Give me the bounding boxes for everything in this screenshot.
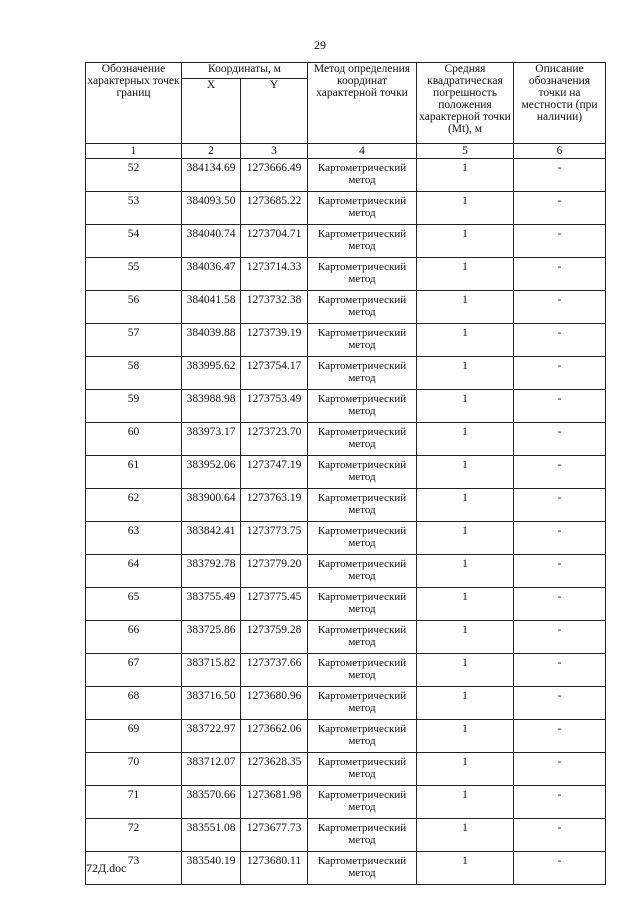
y-coordinate-cell: 1273773.75 [241,522,308,555]
description-cell: - [514,357,606,390]
description-cell: - [514,225,606,258]
x-coordinate-cell: 383988.98 [182,390,241,423]
description-cell: - [514,753,606,786]
table-row [86,489,606,522]
table-row [86,753,606,786]
table-row [86,687,606,720]
y-coordinate-cell: 1273759.28 [241,621,308,654]
error-cell: 1 [417,456,514,489]
y-coordinate-cell: 1273763.19 [241,489,308,522]
point-id-cell: 55 [86,258,182,291]
x-coordinate-cell: 383570.66 [182,786,241,819]
point-id-cell: 64 [86,555,182,588]
x-coordinate-cell: 384036.47 [182,258,241,291]
description-cell: - [514,423,606,456]
table-row [86,423,606,456]
y-coordinate-cell: 1273685.22 [241,192,308,225]
method-cell: Картометрический метод [308,522,417,555]
x-coordinate-cell: 383725.86 [182,621,241,654]
y-coordinate-cell: 1273680.96 [241,687,308,720]
table-row [86,819,606,852]
header-x: X [182,78,241,143]
table-row [86,291,606,324]
x-coordinate-cell: 383900.64 [182,489,241,522]
column-number: 4 [308,144,417,159]
error-cell: 1 [417,357,514,390]
table-row [86,324,606,357]
y-coordinate-cell: 1273779.20 [241,555,308,588]
error-cell: 1 [417,258,514,291]
footer-filename: 72Д.doc [86,861,127,875]
y-coordinate-cell: 1273714.33 [241,258,308,291]
point-id-cell: 66 [86,621,182,654]
table-row [86,225,606,258]
error-cell: 1 [417,621,514,654]
y-coordinate-cell: 1273666.49 [241,159,308,192]
method-cell: Картометрический метод [308,192,417,225]
method-cell: Картометрический метод [308,390,417,423]
coordinates-table [85,62,606,885]
point-id-cell: 52 [86,159,182,192]
x-coordinate-cell: 383973.17 [182,423,241,456]
table-row [86,720,606,753]
header-y: Y [241,78,308,143]
column-number: 3 [241,144,308,159]
table-row [86,258,606,291]
method-cell: Картометрический метод [308,258,417,291]
error-cell: 1 [417,159,514,192]
y-coordinate-cell: 1273754.17 [241,357,308,390]
error-cell: 1 [417,687,514,720]
point-id-cell: 57 [86,324,182,357]
method-cell: Картометрический метод [308,324,417,357]
header-method: Метод определения координат характерной точки [308,63,417,144]
description-cell: - [514,819,606,852]
description-cell: - [514,621,606,654]
y-coordinate-cell: 1273662.06 [241,720,308,753]
x-coordinate-cell: 383842.41 [182,522,241,555]
method-cell: Картометрический метод [308,489,417,522]
point-id-cell: 56 [86,291,182,324]
description-cell: - [514,159,606,192]
x-coordinate-cell: 383722.97 [182,720,241,753]
point-id-cell: 58 [86,357,182,390]
description-cell: - [514,786,606,819]
error-cell: 1 [417,225,514,258]
y-coordinate-cell: 1273723.70 [241,423,308,456]
header-error: Средняя квадратическая погрешность положения характерной точки (Mt), м [417,63,514,144]
method-cell: Картометрический метод [308,225,417,258]
table-row [86,621,606,654]
table-row [86,357,606,390]
x-coordinate-cell: 384040.74 [182,225,241,258]
description-cell: - [514,654,606,687]
description-cell: - [514,291,606,324]
point-id-cell: 59 [86,390,182,423]
error-cell: 1 [417,786,514,819]
page-number: 29 [314,38,326,52]
error-cell: 1 [417,588,514,621]
description-cell: - [514,390,606,423]
description-cell: - [514,555,606,588]
point-id-cell: 70 [86,753,182,786]
method-cell: Картометрический метод [308,753,417,786]
table-row [86,852,606,885]
x-coordinate-cell: 383712.07 [182,753,241,786]
method-cell: Картометрический метод [308,357,417,390]
method-cell: Картометрический метод [308,786,417,819]
error-cell: 1 [417,753,514,786]
point-id-cell: 65 [86,588,182,621]
description-cell: - [514,687,606,720]
y-coordinate-cell: 1273737.66 [241,654,308,687]
point-id-cell: 53 [86,192,182,225]
description-cell: - [514,489,606,522]
point-id-cell: 60 [86,423,182,456]
point-id-cell: 72 [86,819,182,852]
column-number: 5 [417,144,514,159]
error-cell: 1 [417,720,514,753]
error-cell: 1 [417,324,514,357]
point-id-cell: 71 [86,786,182,819]
x-coordinate-cell: 383952.06 [182,456,241,489]
method-cell: Картометрический метод [308,720,417,753]
table-row [86,522,606,555]
table-row [86,192,606,225]
y-coordinate-cell: 1273680.11 [241,852,308,885]
column-number: 2 [182,144,241,159]
point-id-cell: 73 [86,852,182,885]
error-cell: 1 [417,654,514,687]
method-cell: Картометрический метод [308,291,417,324]
error-cell: 1 [417,291,514,324]
x-coordinate-cell: 383540.19 [182,852,241,885]
description-cell: - [514,852,606,885]
method-cell: Картометрический метод [308,654,417,687]
description-cell: - [514,588,606,621]
description-cell: - [514,522,606,555]
description-cell: - [514,258,606,291]
y-coordinate-cell: 1273739.19 [241,324,308,357]
method-cell: Картометрический метод [308,819,417,852]
error-cell: 1 [417,852,514,885]
description-cell: - [514,324,606,357]
table-body [86,159,606,885]
y-coordinate-cell: 1273628.35 [241,753,308,786]
error-cell: 1 [417,819,514,852]
column-number: 1 [86,144,182,159]
header-coordinates: Координаты, м [182,63,308,79]
x-coordinate-cell: 383995.62 [182,357,241,390]
description-cell: - [514,456,606,489]
method-cell: Картометрический метод [308,852,417,885]
table-row [86,654,606,687]
x-coordinate-cell: 383716.50 [182,687,241,720]
method-cell: Картометрический метод [308,423,417,456]
method-cell: Картометрический метод [308,621,417,654]
table-row [86,786,606,819]
x-coordinate-cell: 383715.82 [182,654,241,687]
y-coordinate-cell: 1273677.73 [241,819,308,852]
y-coordinate-cell: 1273747.19 [241,456,308,489]
point-id-cell: 54 [86,225,182,258]
method-cell: Картометрический метод [308,456,417,489]
y-coordinate-cell: 1273681.98 [241,786,308,819]
x-coordinate-cell: 384093.50 [182,192,241,225]
table-row [86,159,606,192]
method-cell: Картометрический метод [308,588,417,621]
y-coordinate-cell: 1273753.49 [241,390,308,423]
y-coordinate-cell: 1273775.45 [241,588,308,621]
point-id-cell: 69 [86,720,182,753]
x-coordinate-cell: 383551.08 [182,819,241,852]
x-coordinate-cell: 383792.78 [182,555,241,588]
x-coordinate-cell: 384039.88 [182,324,241,357]
method-cell: Картометрический метод [308,159,417,192]
description-cell: - [514,720,606,753]
error-cell: 1 [417,489,514,522]
x-coordinate-cell: 384041.58 [182,291,241,324]
header-description: Описание обозначения точки на местности (при наличии) [514,63,606,144]
y-coordinate-cell: 1273732.38 [241,291,308,324]
column-number-row [86,144,606,159]
error-cell: 1 [417,390,514,423]
method-cell: Картометрический метод [308,687,417,720]
description-cell: - [514,192,606,225]
table-row [86,390,606,423]
x-coordinate-cell: 384134.69 [182,159,241,192]
point-id-cell: 68 [86,687,182,720]
error-cell: 1 [417,522,514,555]
method-cell: Картометрический метод [308,555,417,588]
table-row [86,555,606,588]
point-id-cell: 67 [86,654,182,687]
x-coordinate-cell: 383755.49 [182,588,241,621]
error-cell: 1 [417,423,514,456]
column-number: 6 [514,144,606,159]
table-row [86,588,606,621]
error-cell: 1 [417,555,514,588]
header-point-id: Обозначение характерных точек границ [86,63,182,144]
point-id-cell: 63 [86,522,182,555]
y-coordinate-cell: 1273704.71 [241,225,308,258]
point-id-cell: 62 [86,489,182,522]
point-id-cell: 61 [86,456,182,489]
error-cell: 1 [417,192,514,225]
table-row [86,456,606,489]
